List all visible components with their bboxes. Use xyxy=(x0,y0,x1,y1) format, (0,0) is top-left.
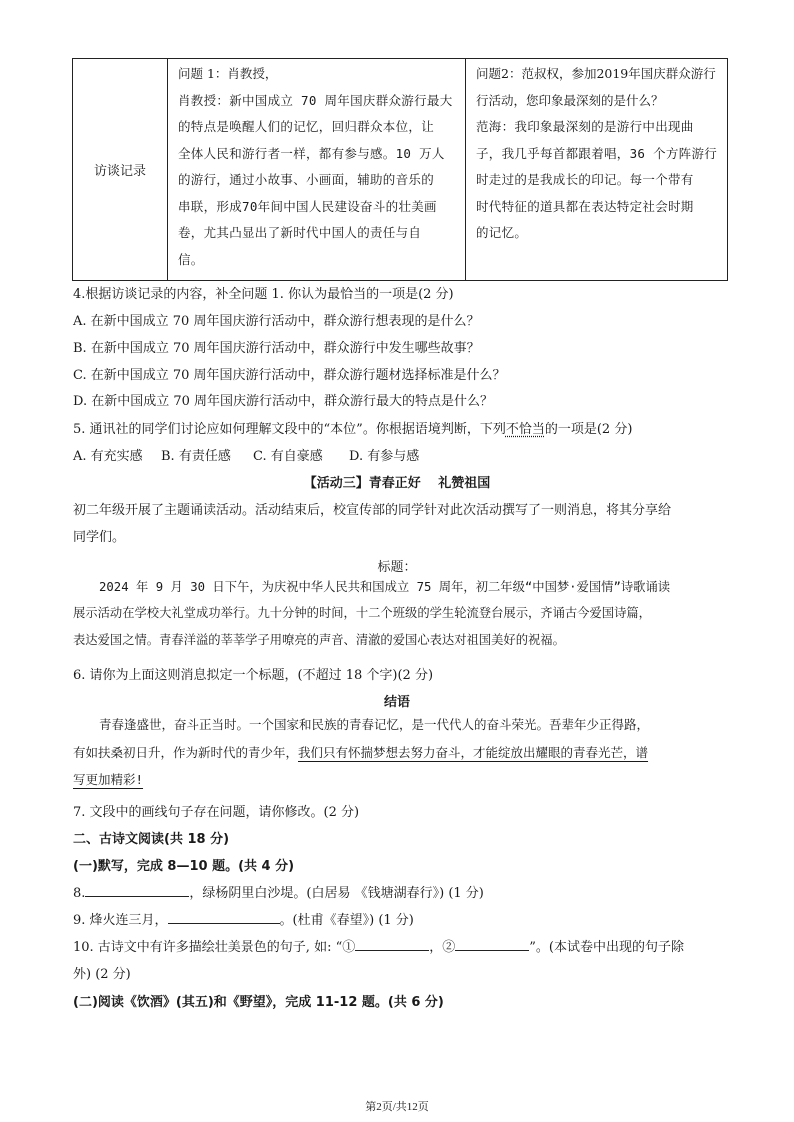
left-line: 信。 xyxy=(178,251,204,267)
news-line-2: 展示活动在学校大礼堂成功举行。九十分钟的时间，十二个班级的学生轮流登台展示，齐诵古今爱国诗篇， xyxy=(73,606,651,620)
closing-title: 结语 xyxy=(383,695,410,710)
underlined-sentence: 我们只有怀揣梦想去努力奋斗，才能绽放出耀眼的青春光芒，谱 xyxy=(298,745,649,760)
left-line: 肖教授：新中国成立 70 周年国庆群众游行最大 xyxy=(178,92,453,108)
section-2-part-1: (一)默写，完成 8—10 题。(共 4 分) xyxy=(73,859,295,874)
right-line: 子，我几乎每首都跟着唱，36 个方阵游行 xyxy=(476,145,718,161)
section-2-title: 二、古诗文阅读(共 18 分) xyxy=(73,832,230,847)
left-line: 的游行，通过小故事、小画面，辅助的音乐的 xyxy=(178,172,435,187)
q5-option-b[interactable]: B. 有责任感 xyxy=(161,449,231,464)
activity3-intro-2: 同学们。 xyxy=(73,530,126,545)
question-7: 7. 文段中的画线句子存在问题，请你修改。(2 分) xyxy=(73,805,360,820)
news-line-1: 2024 年 9 月 30 日下午，为庆祝中华人民共和国成立 75 周年，初二年级“中国梦·爱国情”诗歌诵读 xyxy=(99,580,671,594)
activity3-title: 【活动三】青春正好 礼赞祖国 xyxy=(303,476,491,491)
left-line: 的特点是唤醒人们的记忆，回归群众本位，让 xyxy=(178,119,435,134)
section-2-part-2: (二)阅读《饮酒》(其五)和《野望》，完成 11-12 题。(共 6 分) xyxy=(73,995,444,1010)
q5-stem-part: 的一项是(2 分) xyxy=(544,422,633,437)
q4-option-d[interactable]: D. 在新中国成立 70 周年国庆游行活动中，群众游行最大的特点是什么？ xyxy=(73,394,494,409)
closing-line-2 xyxy=(73,739,648,766)
right-line: 的记忆。 xyxy=(476,225,528,240)
left-line: 全体人民和游行者一样，都有参与感。10 万人 xyxy=(178,145,445,161)
question-6: 6. 请你为上面这则消息拟定一个标题，(不超过 18 个字)(2 分) xyxy=(73,668,434,683)
q9-text-b: 。(杜甫《春望》) (1 分) xyxy=(279,913,414,928)
interview-table xyxy=(72,58,728,281)
q10-text-a: 10. 古诗文中有许多描绘壮美景色的句子, 如: “① xyxy=(73,940,356,955)
q5-option-c[interactable]: C. 有自豪感 xyxy=(253,449,323,464)
left-line: 卷，尤其凸显出了新时代中国人的责任与自 xyxy=(178,225,422,240)
q5-stem-part: 5. 通讯社的同学们讨论应如何理解文段中的“本位”。你根据语境判断，下列 xyxy=(73,422,506,437)
q10-text-c: ”。(本试卷中出现的句子除 xyxy=(529,940,684,955)
closing-line-2-plain: 有如扶桑初日升，作为新时代的青少年， xyxy=(73,745,299,760)
activity3-intro-1: 初二年级开展了主题诵读活动。活动结束后，校宣传部的同学针对此次活动撰写了一则消息，将其分享给 xyxy=(73,503,672,518)
q5-options xyxy=(73,445,419,464)
right-line: 时走过的是我成长的印记。每一个带有 xyxy=(476,172,694,187)
question-4-stem: 4.根据访谈记录的内容，补全问题 1. 你认为最恰当的一项是(2 分) xyxy=(73,287,454,302)
q9-text-a: 9. 烽火连三月， xyxy=(73,913,168,928)
interview-right-cell xyxy=(466,59,728,281)
q9-answer-blank[interactable] xyxy=(168,911,280,924)
left-line: 问题 1：肖教授， xyxy=(178,66,278,81)
right-line: 时代特征的道具都在表达特定社会时期 xyxy=(476,198,694,214)
interview-label: 访谈记录 xyxy=(93,164,146,179)
q4-option-c[interactable]: C. 在新中国成立 70 周年国庆游行活动中，群众游行题材选择标准是什么？ xyxy=(73,368,506,383)
q10-answer-blank-1[interactable] xyxy=(355,938,429,951)
closing-line-3: 写更加精彩! xyxy=(73,772,144,787)
interview-left-cell xyxy=(168,59,466,281)
q4-option-b[interactable]: B. 在新中国成立 70 周年国庆游行活动中，群众游行中发生哪些故事？ xyxy=(73,341,480,356)
interview-label-cell xyxy=(73,59,168,281)
right-line: 范海：我印象最深刻的是游行中出现曲 xyxy=(476,119,694,134)
q5-option-d[interactable]: D. 有参与感 xyxy=(349,449,420,464)
question-10 xyxy=(73,936,684,955)
right-line: 问题2：范叔权，参加2019年国庆群众游行 xyxy=(476,66,716,81)
question-10-cont: 外) (2 分) xyxy=(73,967,131,982)
right-line: 行活动，您印象最深刻的是什么？ xyxy=(476,92,664,108)
left-line: 串联，形成70年间中国人民建设奋斗的壮美画 xyxy=(178,198,437,214)
q8-text: ，绿杨阴里白沙堤。(白居易 《钱塘湖春行》) (1 分) xyxy=(189,886,484,901)
news-title-label: 标题： xyxy=(377,560,417,575)
q10-answer-blank-2[interactable] xyxy=(455,938,529,951)
q4-option-a[interactable]: A. 在新中国成立 70 周年国庆游行活动中，群众游行想表现的是什么？ xyxy=(73,314,480,329)
q8-answer-blank[interactable] xyxy=(85,884,189,897)
q5-option-a[interactable]: A. 有充实感 xyxy=(73,449,143,464)
question-8 xyxy=(73,882,484,901)
q10-text-b: ，② xyxy=(429,940,456,955)
news-line-3: 表达爱国之情。青春洋溢的莘莘学子用嘹亮的声音、清澈的爱国心表达对祖国美好的祝福。 xyxy=(73,633,565,647)
q8-number: 8. xyxy=(73,886,86,901)
question-5-stem xyxy=(73,418,632,437)
closing-line-1: 青春逢盛世，奋斗正当时。一个国家和民族的青春记忆，是一代代人的奋斗荣光。吾辈年少正得路， xyxy=(99,717,650,732)
q5-emphasis: 不恰当 xyxy=(505,422,545,437)
page-footer: 第2页/共12页 xyxy=(365,1101,429,1113)
question-9 xyxy=(73,909,414,928)
